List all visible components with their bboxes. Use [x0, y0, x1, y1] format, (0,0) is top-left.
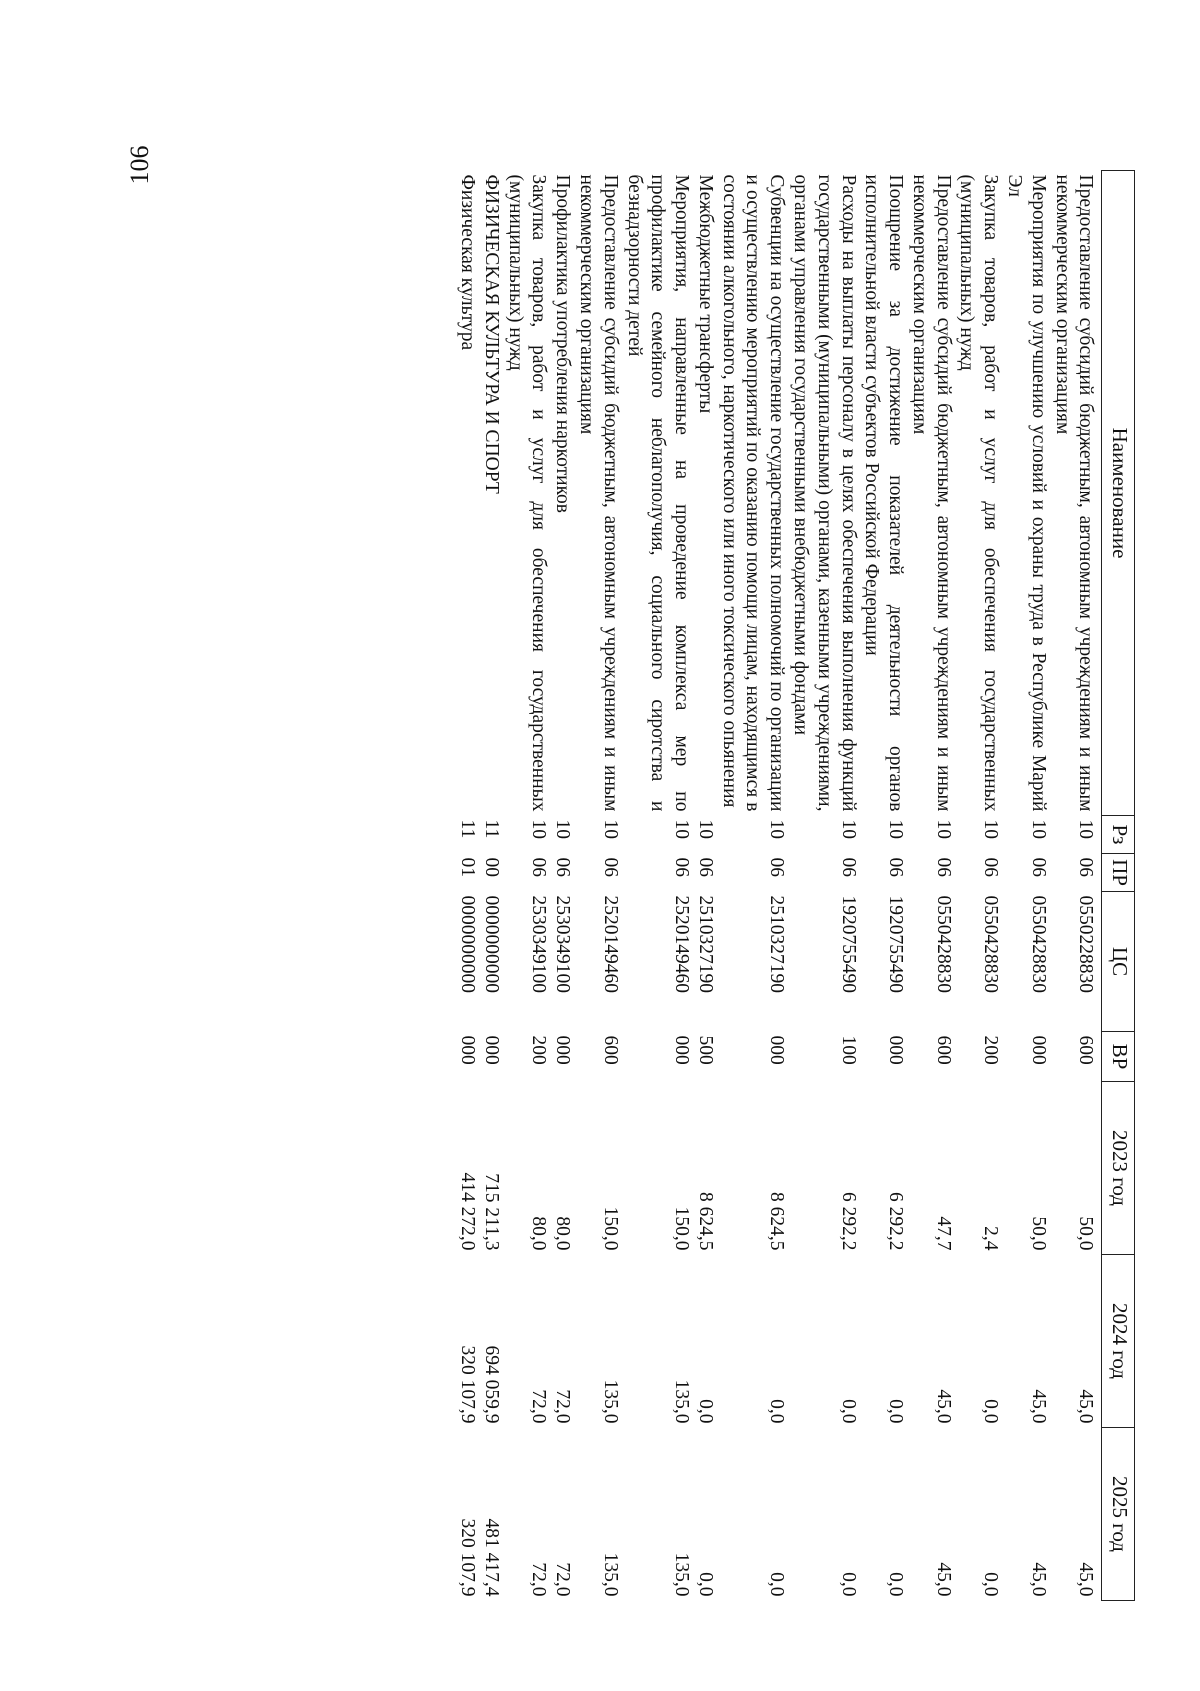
row-pr: 06	[528, 857, 550, 877]
row-2024: 0,0	[766, 1399, 788, 1424]
row-cs: 2530349100	[552, 895, 574, 993]
header-2024: 2024 год	[1102, 1255, 1135, 1428]
row-vr: 000	[885, 1035, 907, 1065]
row-vr: 600	[1075, 1035, 1097, 1065]
row-pr: 06	[885, 857, 907, 877]
row-cs: 0550428830	[1027, 895, 1049, 993]
row-cs: 0000000000	[457, 895, 479, 993]
row-rz: 10	[980, 819, 1002, 839]
row-2024: 135,0	[671, 1379, 693, 1424]
row-name: Физическая культура	[457, 174, 479, 351]
row-2024: 45,0	[932, 1389, 954, 1424]
header-pr: ПР	[1102, 854, 1135, 892]
row-2023: 50,0	[1075, 1216, 1097, 1251]
row-name: Предоставление субсидий бюджетным, автономным учреждениям и иным некоммерческим организациям	[1051, 174, 1097, 812]
row-2024: 0,0	[885, 1399, 907, 1424]
row-name: Межбюджетные трансферты	[694, 174, 716, 414]
table-row	[550, 171, 574, 1601]
table-row	[955, 171, 1003, 1601]
table-row	[1050, 171, 1102, 1601]
header-cs: ЦС	[1102, 892, 1135, 1032]
row-2023: 6 292,2	[885, 1192, 907, 1251]
row-2024: 0,0	[694, 1399, 716, 1424]
row-2024: 694 059,9	[480, 1345, 502, 1424]
row-pr: 01	[457, 857, 479, 877]
header-2023: 2023 год	[1102, 1082, 1135, 1255]
row-2024: 45,0	[1027, 1389, 1049, 1424]
row-name: Мероприятия, направленные на проведение комплекса мер по профилактике семейного неблагополучия, социального сиротства и безнадзорности детей	[623, 174, 693, 812]
row-name: Предоставление субсидий бюджетным, автономным учреждениям и иным некоммерческим организациям	[908, 174, 954, 812]
row-vr: 500	[694, 1035, 716, 1065]
row-2023: 8 624,5	[694, 1192, 716, 1251]
row-2023: 715 211,3	[480, 1173, 502, 1251]
row-2023: 6 292,2	[837, 1192, 859, 1251]
row-vr: 000	[766, 1035, 788, 1065]
row-rz: 10	[1075, 819, 1097, 839]
row-2025: 72,0	[552, 1562, 574, 1597]
row-cs: 0000000000	[480, 895, 502, 993]
row-2024: 72,0	[552, 1389, 574, 1424]
row-pr: 06	[599, 857, 621, 877]
header-2025: 2025 год	[1102, 1428, 1135, 1601]
row-2023: 414 272,0	[457, 1172, 479, 1251]
row-2025: 45,0	[1027, 1562, 1049, 1597]
row-cs: 0550428830	[980, 895, 1002, 993]
row-2023: 80,0	[528, 1216, 550, 1251]
row-2025: 135,0	[671, 1552, 693, 1597]
row-pr: 06	[980, 857, 1002, 877]
row-pr: 06	[671, 857, 693, 877]
row-vr: 200	[528, 1035, 550, 1065]
table-row	[693, 171, 717, 1601]
row-pr: 06	[694, 857, 716, 877]
row-2024: 320 107,9	[457, 1345, 479, 1424]
page-number: 106	[125, 145, 154, 185]
row-2023: 8 624,5	[766, 1192, 788, 1251]
row-pr: 06	[1027, 857, 1049, 877]
row-rz: 10	[599, 819, 621, 839]
row-rz: 10	[552, 819, 574, 839]
table-row	[717, 171, 788, 1601]
table-header	[1102, 171, 1135, 1601]
row-name: ФИЗИЧЕСКАЯ КУЛЬТУРА И СПОРТ	[480, 174, 502, 494]
row-rz: 10	[885, 819, 907, 839]
row-cs: 0550228830	[1075, 895, 1097, 993]
row-rz: 11	[457, 819, 479, 839]
table-row	[455, 171, 479, 1601]
row-rz: 11	[480, 819, 502, 839]
table-row	[479, 171, 503, 1601]
row-2025: 0,0	[766, 1572, 788, 1597]
row-2025: 45,0	[1075, 1562, 1097, 1597]
row-2025: 481 417,4	[480, 1518, 502, 1597]
row-cs: 2510327190	[694, 895, 716, 993]
row-cs: 2530349100	[528, 895, 550, 993]
row-2025: 72,0	[528, 1562, 550, 1597]
row-cs: 2520149460	[599, 895, 621, 993]
table-row	[907, 171, 955, 1601]
row-2025: 0,0	[837, 1572, 859, 1597]
row-pr: 06	[1075, 857, 1097, 877]
row-pr: 00	[480, 857, 502, 877]
row-pr: 06	[552, 857, 574, 877]
row-rz: 10	[932, 819, 954, 839]
row-name: Субвенции на осуществление государственных полномочий по организации и осуществлению мероприятий по оказанию помощи лицам, находящимся в состоянии алкогольного, наркотического или иного токсического опьянения	[718, 174, 788, 812]
row-cs: 2520149460	[671, 895, 693, 993]
row-cs: 1920755490	[837, 895, 859, 993]
row-2025: 45,0	[932, 1562, 954, 1597]
row-vr: 000	[480, 1035, 502, 1065]
table-row	[860, 171, 908, 1601]
row-pr: 06	[766, 857, 788, 877]
row-cs: 1920755490	[885, 895, 907, 993]
row-name: Профилактика употребления наркотиков	[552, 174, 574, 514]
row-rz: 10	[1027, 819, 1049, 839]
row-2025: 0,0	[885, 1572, 907, 1597]
header-vr: ВР	[1102, 1032, 1135, 1082]
row-2025: 320 107,9	[457, 1518, 479, 1597]
row-2025: 0,0	[694, 1572, 716, 1597]
row-rz: 10	[528, 819, 550, 839]
row-2024: 135,0	[599, 1379, 621, 1424]
row-name: Мероприятия по улучшению условий и охраны труда в Республике Марий Эл	[1004, 174, 1049, 812]
row-name: Поощрение за достижение показателей деятельности органов исполнительной власти субъектов Российской Федерации	[861, 174, 907, 812]
row-2023: 50,0	[1027, 1216, 1049, 1251]
table-body	[455, 171, 1102, 1601]
table-row	[574, 171, 622, 1601]
row-rz: 10	[766, 819, 788, 839]
table-row	[503, 171, 551, 1601]
row-2023: 80,0	[552, 1216, 574, 1251]
row-vr: 000	[457, 1035, 479, 1065]
row-2024: 0,0	[980, 1399, 1002, 1424]
row-pr: 06	[837, 857, 859, 877]
row-vr: 000	[671, 1035, 693, 1065]
rotated-page	[105, 170, 1135, 1600]
header-name: Наименование	[1102, 171, 1135, 816]
row-rz: 10	[671, 819, 693, 839]
row-vr: 600	[932, 1035, 954, 1065]
table-row	[1002, 171, 1050, 1601]
row-name: Расходы на выплаты персоналу в целях обеспечения выполнения функций государственными (муниципальными) органами, казенными учреждениями, органами управления государственными внебюджетными фондами	[790, 174, 859, 812]
header-rz: Рз	[1102, 816, 1135, 854]
row-2023: 47,7	[932, 1216, 954, 1251]
row-cs: 0550428830	[932, 895, 954, 993]
table-row	[788, 171, 859, 1601]
row-vr: 000	[1027, 1035, 1049, 1065]
table-row	[622, 171, 693, 1601]
row-2024: 45,0	[1075, 1389, 1097, 1424]
row-vr: 100	[837, 1035, 859, 1065]
row-2024: 72,0	[528, 1389, 550, 1424]
row-2023: 150,0	[671, 1206, 693, 1251]
row-2025: 135,0	[599, 1552, 621, 1597]
row-2023: 2,4	[980, 1226, 1002, 1251]
budget-table	[455, 170, 1135, 1601]
row-rz: 10	[694, 819, 716, 839]
row-vr: 600	[599, 1035, 621, 1065]
row-name: Предоставление субсидий бюджетным, автономным учреждениям и иным некоммерческим организациям	[575, 174, 621, 812]
row-name: Закупка товаров, работ и услуг для обеспечения государственных (муниципальных) нужд	[956, 174, 1002, 812]
row-cs: 2510327190	[766, 895, 788, 993]
row-vr: 000	[552, 1035, 574, 1065]
row-name: Закупка товаров, работ и услуг для обеспечения государственных (муниципальных) нужд	[504, 174, 550, 812]
row-2024: 0,0	[837, 1399, 859, 1424]
row-rz: 10	[837, 819, 859, 839]
row-2025: 0,0	[980, 1572, 1002, 1597]
row-2023: 150,0	[599, 1206, 621, 1251]
row-pr: 06	[932, 857, 954, 877]
row-vr: 200	[980, 1035, 1002, 1065]
